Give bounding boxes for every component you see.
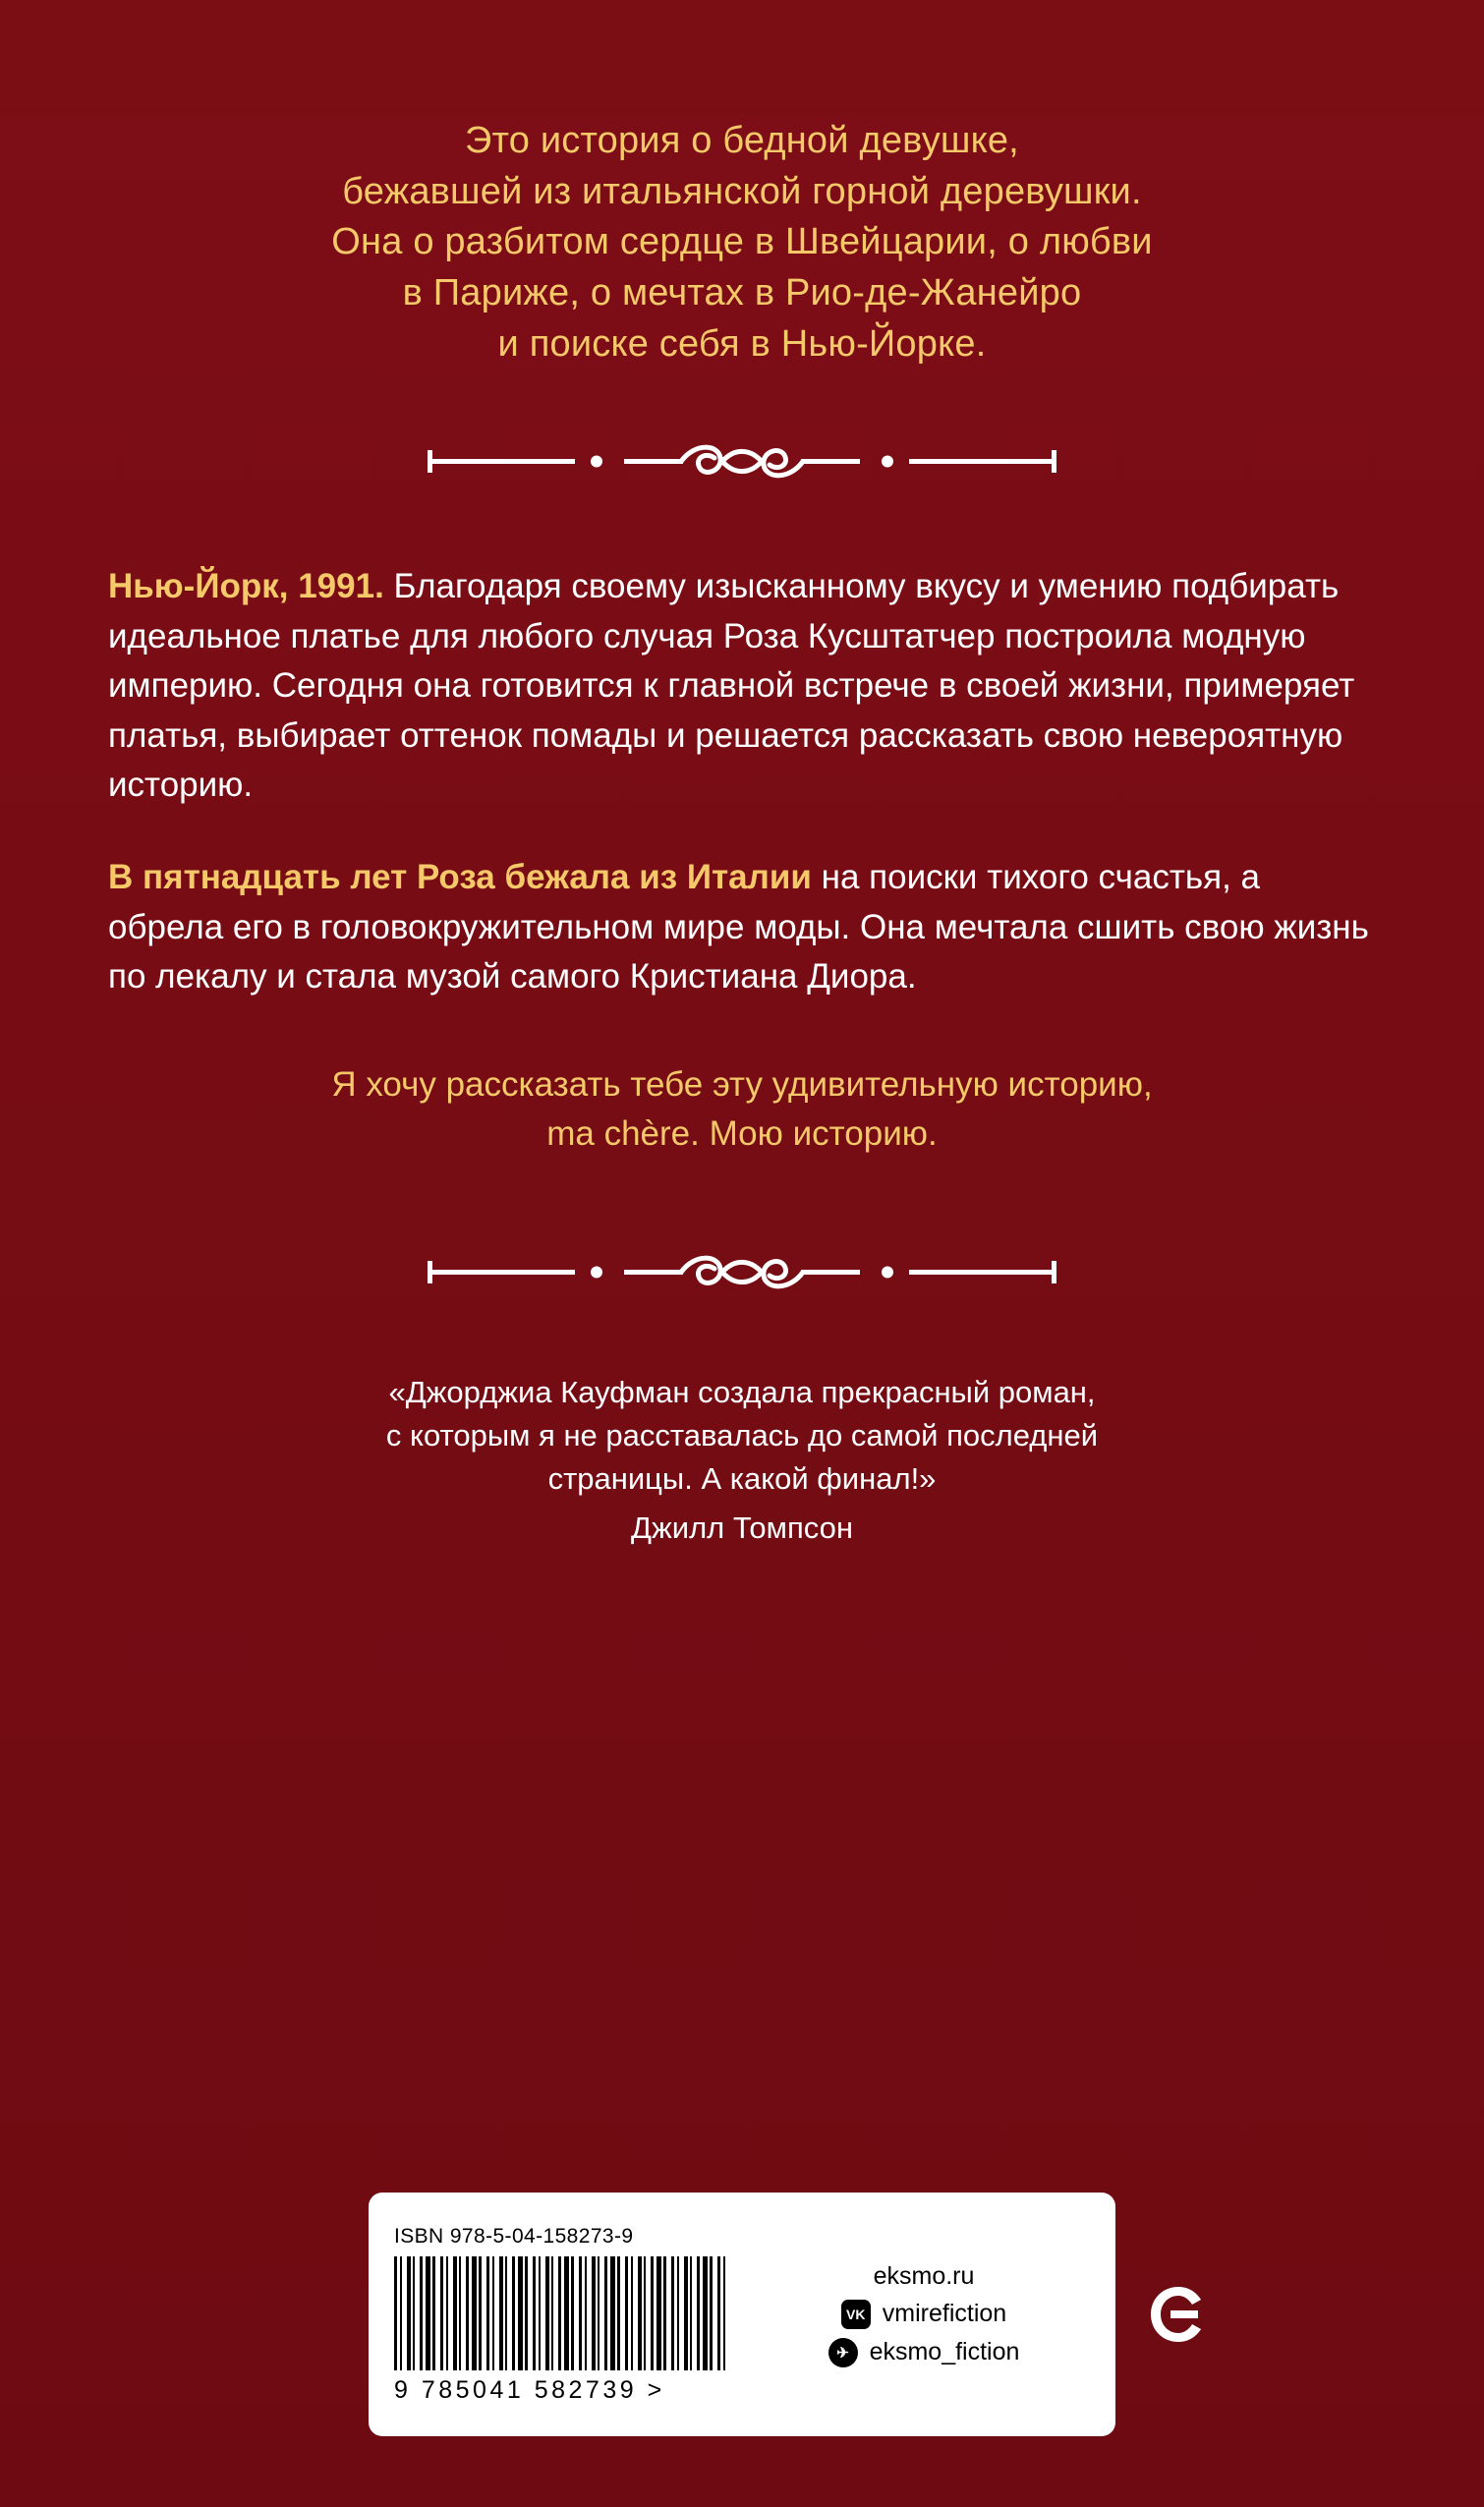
book-back-cover (0, 116, 1484, 2507)
telegram-handle: eksmo_fiction (869, 2338, 1020, 2365)
vk-handle: vmirefiction (882, 2300, 1007, 2327)
closing-line-1: Я хочу рассказать тебе эту удивительную историю, (331, 1065, 1153, 1105)
headline-line-4: в Париже, о мечтах в Рио-де-Жанейро (402, 272, 1082, 314)
headline-line-2: бежавшей из итальянской горной деревушки. (342, 170, 1142, 212)
barcode-digits: 9 785041 582739 > (394, 2375, 665, 2404)
headline-line-5: и поиске себя в Нью-Йорке. (497, 322, 987, 365)
closing-line-2: ma chère. Мою историю. (546, 1114, 938, 1154)
paragraph-1-text: Благодаря своему изысканному вкусу и умению подбирать идеальное платье для любого случая Роза Кусштатчер построила модную империю. Сегодня она готовится к главной встрече в своей жизни, примеряет платья, выбирает оттенок помады и решается рассказать свою невероятную историю. (108, 567, 1355, 804)
paragraph-2 (108, 853, 1376, 1001)
closing-lines (108, 1060, 1376, 1158)
vk-row[interactable] (841, 2300, 1006, 2329)
review-line-2: с которым я не расставалась до самой последней (385, 1417, 1099, 1453)
isbn-label: ISBN 978-5-04-158273-9 (394, 2224, 634, 2248)
paragraph-1 (108, 562, 1376, 810)
vk-icon: VK (841, 2300, 871, 2329)
eksmo-logo-icon (1147, 2283, 1210, 2346)
ornament-divider-top (428, 438, 1056, 484)
telegram-icon: ✈ (828, 2338, 858, 2367)
publisher-block (748, 2262, 1090, 2367)
telegram-row[interactable] (828, 2338, 1020, 2367)
barcode-block (394, 2225, 748, 2405)
barcode-bars (394, 2256, 728, 2370)
body-text-block (108, 562, 1376, 1159)
ornament-divider-bottom (428, 1249, 1056, 1294)
review-line-1: «Джорджиа Кауфман создала прекрасный роман, (388, 1374, 1096, 1409)
publisher-website[interactable]: eksmo.ru (873, 2261, 975, 2290)
paragraph-1-lead: Нью-Йорк, 1991. (108, 567, 384, 606)
headline-line-3: Она о разбитом сердце в Швейцарии, о любви (331, 221, 1153, 263)
review-attribution: Джилл Томпсон (631, 1510, 853, 1545)
review-quote (108, 1371, 1376, 1550)
paragraph-2-text: на поиски тихого счастья, а обрела его в головокружительном мире моды. Она мечтала сшить свою жизнь по лекалу и стала музой самого Кристиана Диора. (108, 858, 1369, 997)
review-line-3: страницы. А какой финал!» (547, 1460, 937, 1496)
headline-block (108, 116, 1376, 370)
paragraph-2-lead: В пятнадцать лет Роза бежала из Италии (108, 858, 812, 897)
barcode-panel (369, 2193, 1115, 2436)
headline-line-1: Это история о бедной девушке, (465, 120, 1019, 161)
